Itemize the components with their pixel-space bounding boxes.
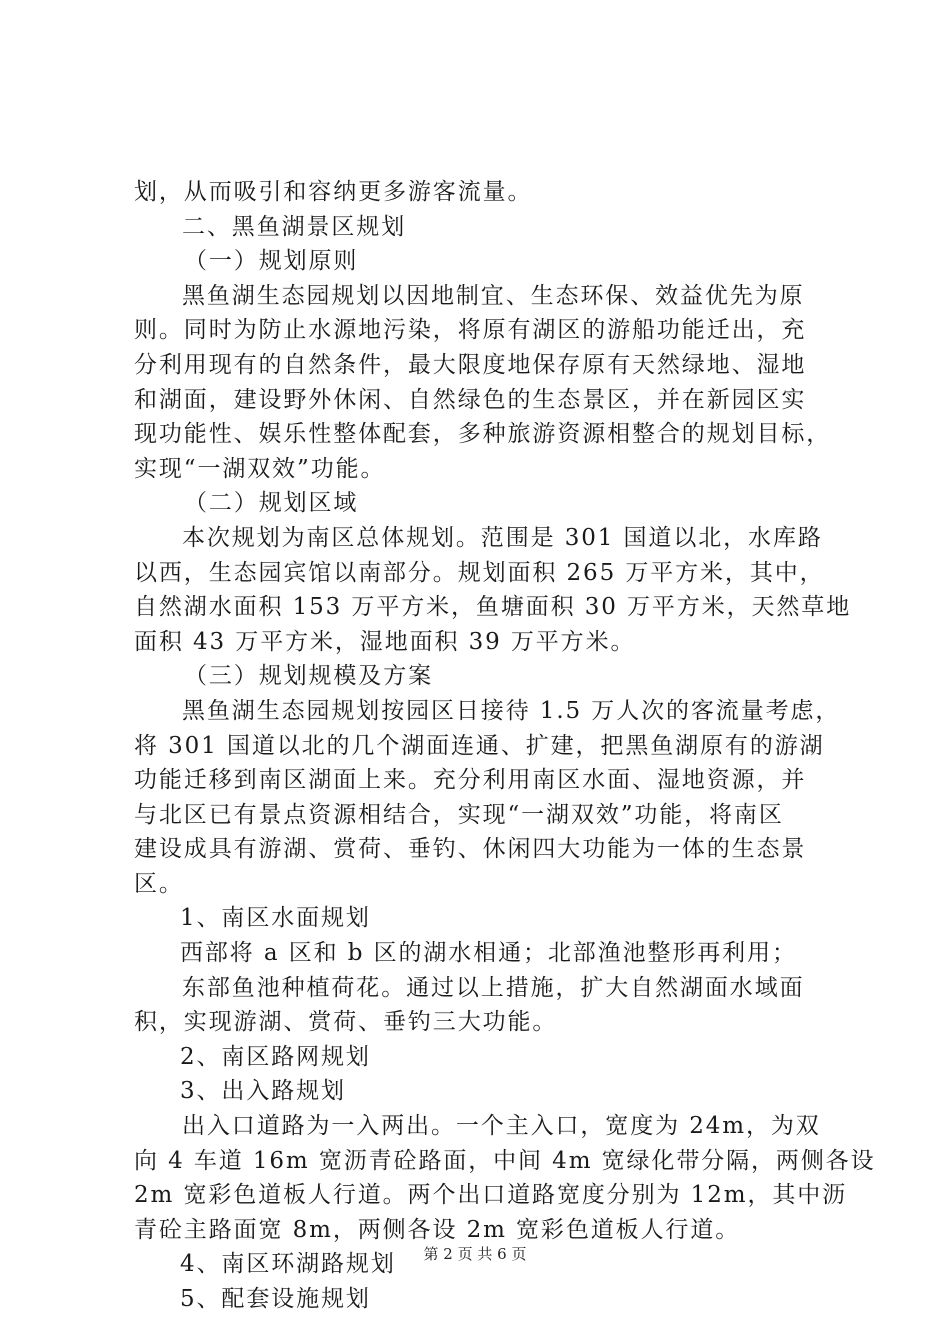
text-line: 二、黑鱼湖景区规划 xyxy=(182,213,407,240)
text-line: 1、南区水面规划 xyxy=(180,905,371,932)
text-line: （二）规划区域 xyxy=(184,490,359,517)
page-footer: 第 2 页 共 6 页 xyxy=(423,1245,527,1263)
text-line: 面积 43 万平方米，湿地面积 39 万平方米。 xyxy=(134,628,636,655)
text-line: 2m 宽彩色道板人行道。两个出口道路宽度分别为 12m，其中沥 xyxy=(134,1182,848,1209)
text-line: 出入口道路为一入两出。一个主入口，宽度为 24m，为双 xyxy=(182,1113,821,1140)
text-line: 本次规划为南区总体规划。范围是 301 国道以北，水库路 xyxy=(182,524,823,551)
text-line: 3、出入路规划 xyxy=(180,1078,346,1105)
text-line: 自然湖水面积 153 万平方米，鱼塘面积 30 万平方米，天然草地 xyxy=(134,594,852,621)
text-line: 实现“一湖双效”功能。 xyxy=(134,455,386,482)
text-line: 4、南区环湖路规划 xyxy=(180,1251,396,1278)
text-line: 西部将 a 区和 b 区的湖水相通；北部渔池整形再利用； xyxy=(180,940,797,967)
text-line: 功能迁移到南区湖面上来。充分利用南区水面、湿地资源，并 xyxy=(134,767,807,794)
text-line: 分利用现有的自然条件，最大限度地保存原有天然绿地、湿地 xyxy=(134,351,807,378)
text-line: （一）规划原则 xyxy=(184,248,359,275)
text-line: 以西，生态园宾馆以南部分。规划面积 265 万平方米，其中， xyxy=(134,559,825,586)
text-line: 现功能性、娱乐性整体配套，多种旅游资源相整合的规划目标， xyxy=(134,421,832,448)
text-line: 与北区已有景点资源相结合，实现“一湖双效”功能，将南区 xyxy=(134,801,784,828)
text-line: 青砼主路面宽 8m，两侧各设 2m 宽彩色道板人行道。 xyxy=(134,1216,741,1243)
document-body xyxy=(134,175,876,1317)
text-line: 和湖面，建设野外休闲、自然绿色的生态景区，并在新园区实 xyxy=(134,386,807,413)
text-line: 将 301 国道以北的几个湖面连通、扩建，把黑鱼湖原有的游湖 xyxy=(134,732,825,759)
text-line: 黑鱼湖生态园规划以因地制宜、生态环保、效益优先为原 xyxy=(182,282,805,309)
text-line: 划，从而吸引和容纳更多游客流量。 xyxy=(134,179,533,205)
text-line: 东部鱼池种植荷花。通过以上措施，扩大自然湖面水域面 xyxy=(182,974,805,1001)
text-line: 建设成具有游湖、赏荷、垂钓、休闲四大功能为一体的生态景 xyxy=(134,836,807,863)
text-line: 向 4 车道 16m 宽沥青砼路面，中间 4m 宽绿化带分隔，两侧各设 xyxy=(134,1147,876,1174)
text-line: 区。 xyxy=(134,870,184,897)
text-line: 5、配套设施规划 xyxy=(180,1286,371,1312)
text-line: 积，实现游湖、赏荷、垂钓三大功能。 xyxy=(134,1009,558,1036)
text-line: （三）规划规模及方案 xyxy=(184,663,433,690)
text-line: 黑鱼湖生态园规划按园区日接待 1.5 万人次的客流量考虑， xyxy=(182,697,841,724)
text-line: 2、南区路网规划 xyxy=(180,1043,371,1070)
text-line: 则。同时为防止水源地污染，将原有湖区的游船功能迁出，充 xyxy=(134,317,807,344)
